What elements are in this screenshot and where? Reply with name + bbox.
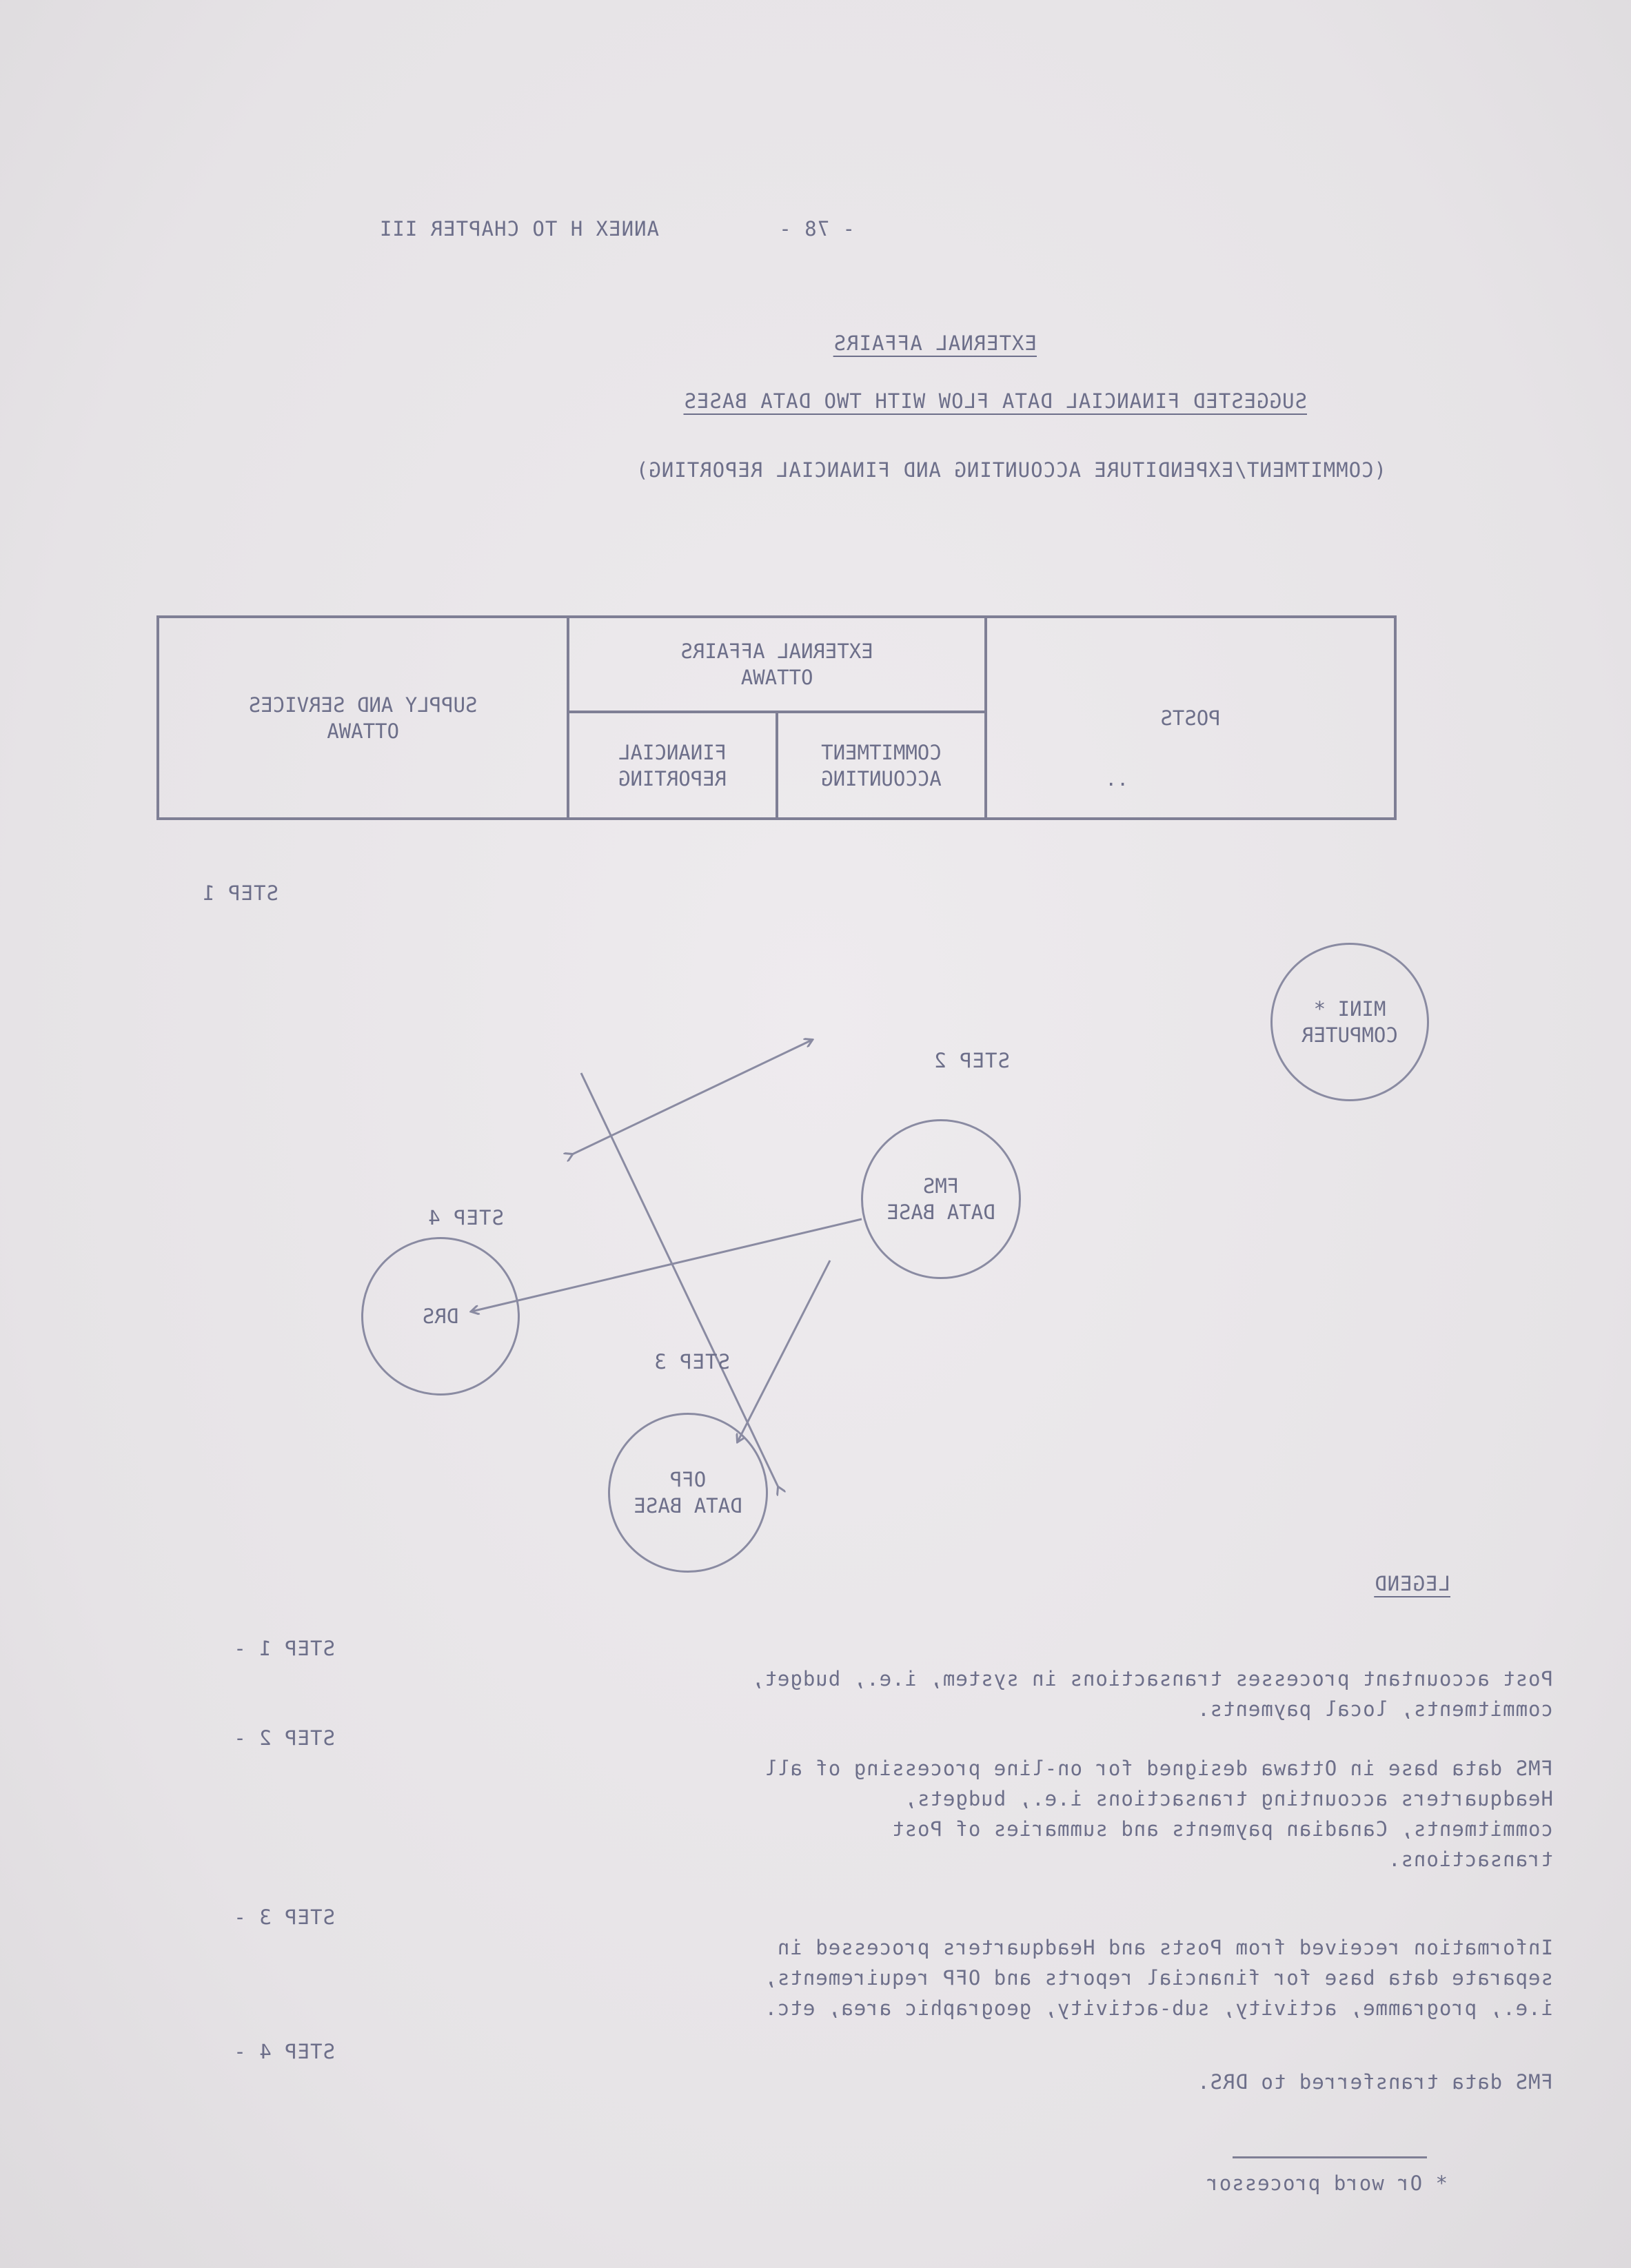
posts-label: POSTS <box>1160 706 1221 730</box>
commitment-accounting-label: COMMITMENT ACCOUNTING <box>821 740 942 790</box>
legend-step2-text: FMS data base in Ottawa designed for on-line processing of all Headquarters accounting transactions i.e., budgets, commitments, Canadian payments and summaries of Post transactions. <box>764 1757 1553 1871</box>
diagram-step4-label: STEP 4 <box>427 1206 504 1229</box>
diagram-step1-label: STEP 1 <box>202 881 278 905</box>
node-mini-computer: MINI * COMPUTER <box>1270 943 1429 1101</box>
supply-services-label: SUPPLY AND SERVICES OTTAWA <box>248 693 478 743</box>
page-number: - 78 - <box>778 217 855 241</box>
legend-step4: STEP 4 - <box>233 2040 335 2063</box>
node-fms-data-base: FMS DATA BASE <box>861 1119 1021 1279</box>
legend-step3-wrap <box>347 1902 1631 2020</box>
legend-step4-text: FMS data transferred to DRS. <box>1197 2070 1553 2094</box>
node-ofp-data-base: OFP DATA BASE <box>608 1413 768 1573</box>
legend-step2-wrap <box>347 1723 1631 1871</box>
title-subtitle: (COMMITMENT/EXPENDITURE ACCOUNTING AND FINANCIAL REPORTING) <box>635 458 1386 482</box>
footnote: * Or word processor <box>1206 2172 1448 2195</box>
arrow-step1-mini-to-fms <box>572 1040 812 1154</box>
legend-step3: STEP 3 - <box>233 1906 335 1929</box>
arrow-step3-fms-to-ofp <box>738 1260 830 1442</box>
legend-step3-text: Information received from Posts and Headquarters processed in separate data base for financial reports and OFP requirements, i.e., programme, activity, sub-activity, geographic area, etc. <box>764 1936 1553 2020</box>
node-drs: DRS <box>361 1237 520 1396</box>
legend-step1-wrap <box>347 1633 1631 1721</box>
legend-step2: STEP 2 - <box>233 1726 335 1750</box>
legend-step1-text: Post accountant processes transactions in system, i.e., budget, commitments, local payments. <box>751 1667 1553 1721</box>
footnote-rule <box>1233 2156 1427 2158</box>
external-affairs-label: EXTERNAL AFFAIRS OTTAWA <box>680 640 873 689</box>
arrow-step2-fms-to-drs <box>472 1219 862 1311</box>
title-department: EXTERNAL AFFAIRS <box>833 331 1037 355</box>
posts-mark: .. <box>1105 768 1128 790</box>
financial-reporting-label: FINANCIAL REPORTING <box>618 740 727 790</box>
annex-label: ANNEX H TO CHAPTER III <box>378 217 659 241</box>
legend-step4-wrap <box>347 2036 1631 2097</box>
title-data-flow: SUGGESTED FINANCIAL DATA FLOW WITH TWO DATA BASES <box>683 389 1307 413</box>
diagram-step3-label: STEP 3 <box>654 1350 730 1373</box>
diagram-step2-label: STEP 2 <box>933 1049 1010 1072</box>
legend-step1: STEP 1 - <box>233 1637 335 1660</box>
legend-heading: LEGEND <box>1374 1572 1450 1595</box>
